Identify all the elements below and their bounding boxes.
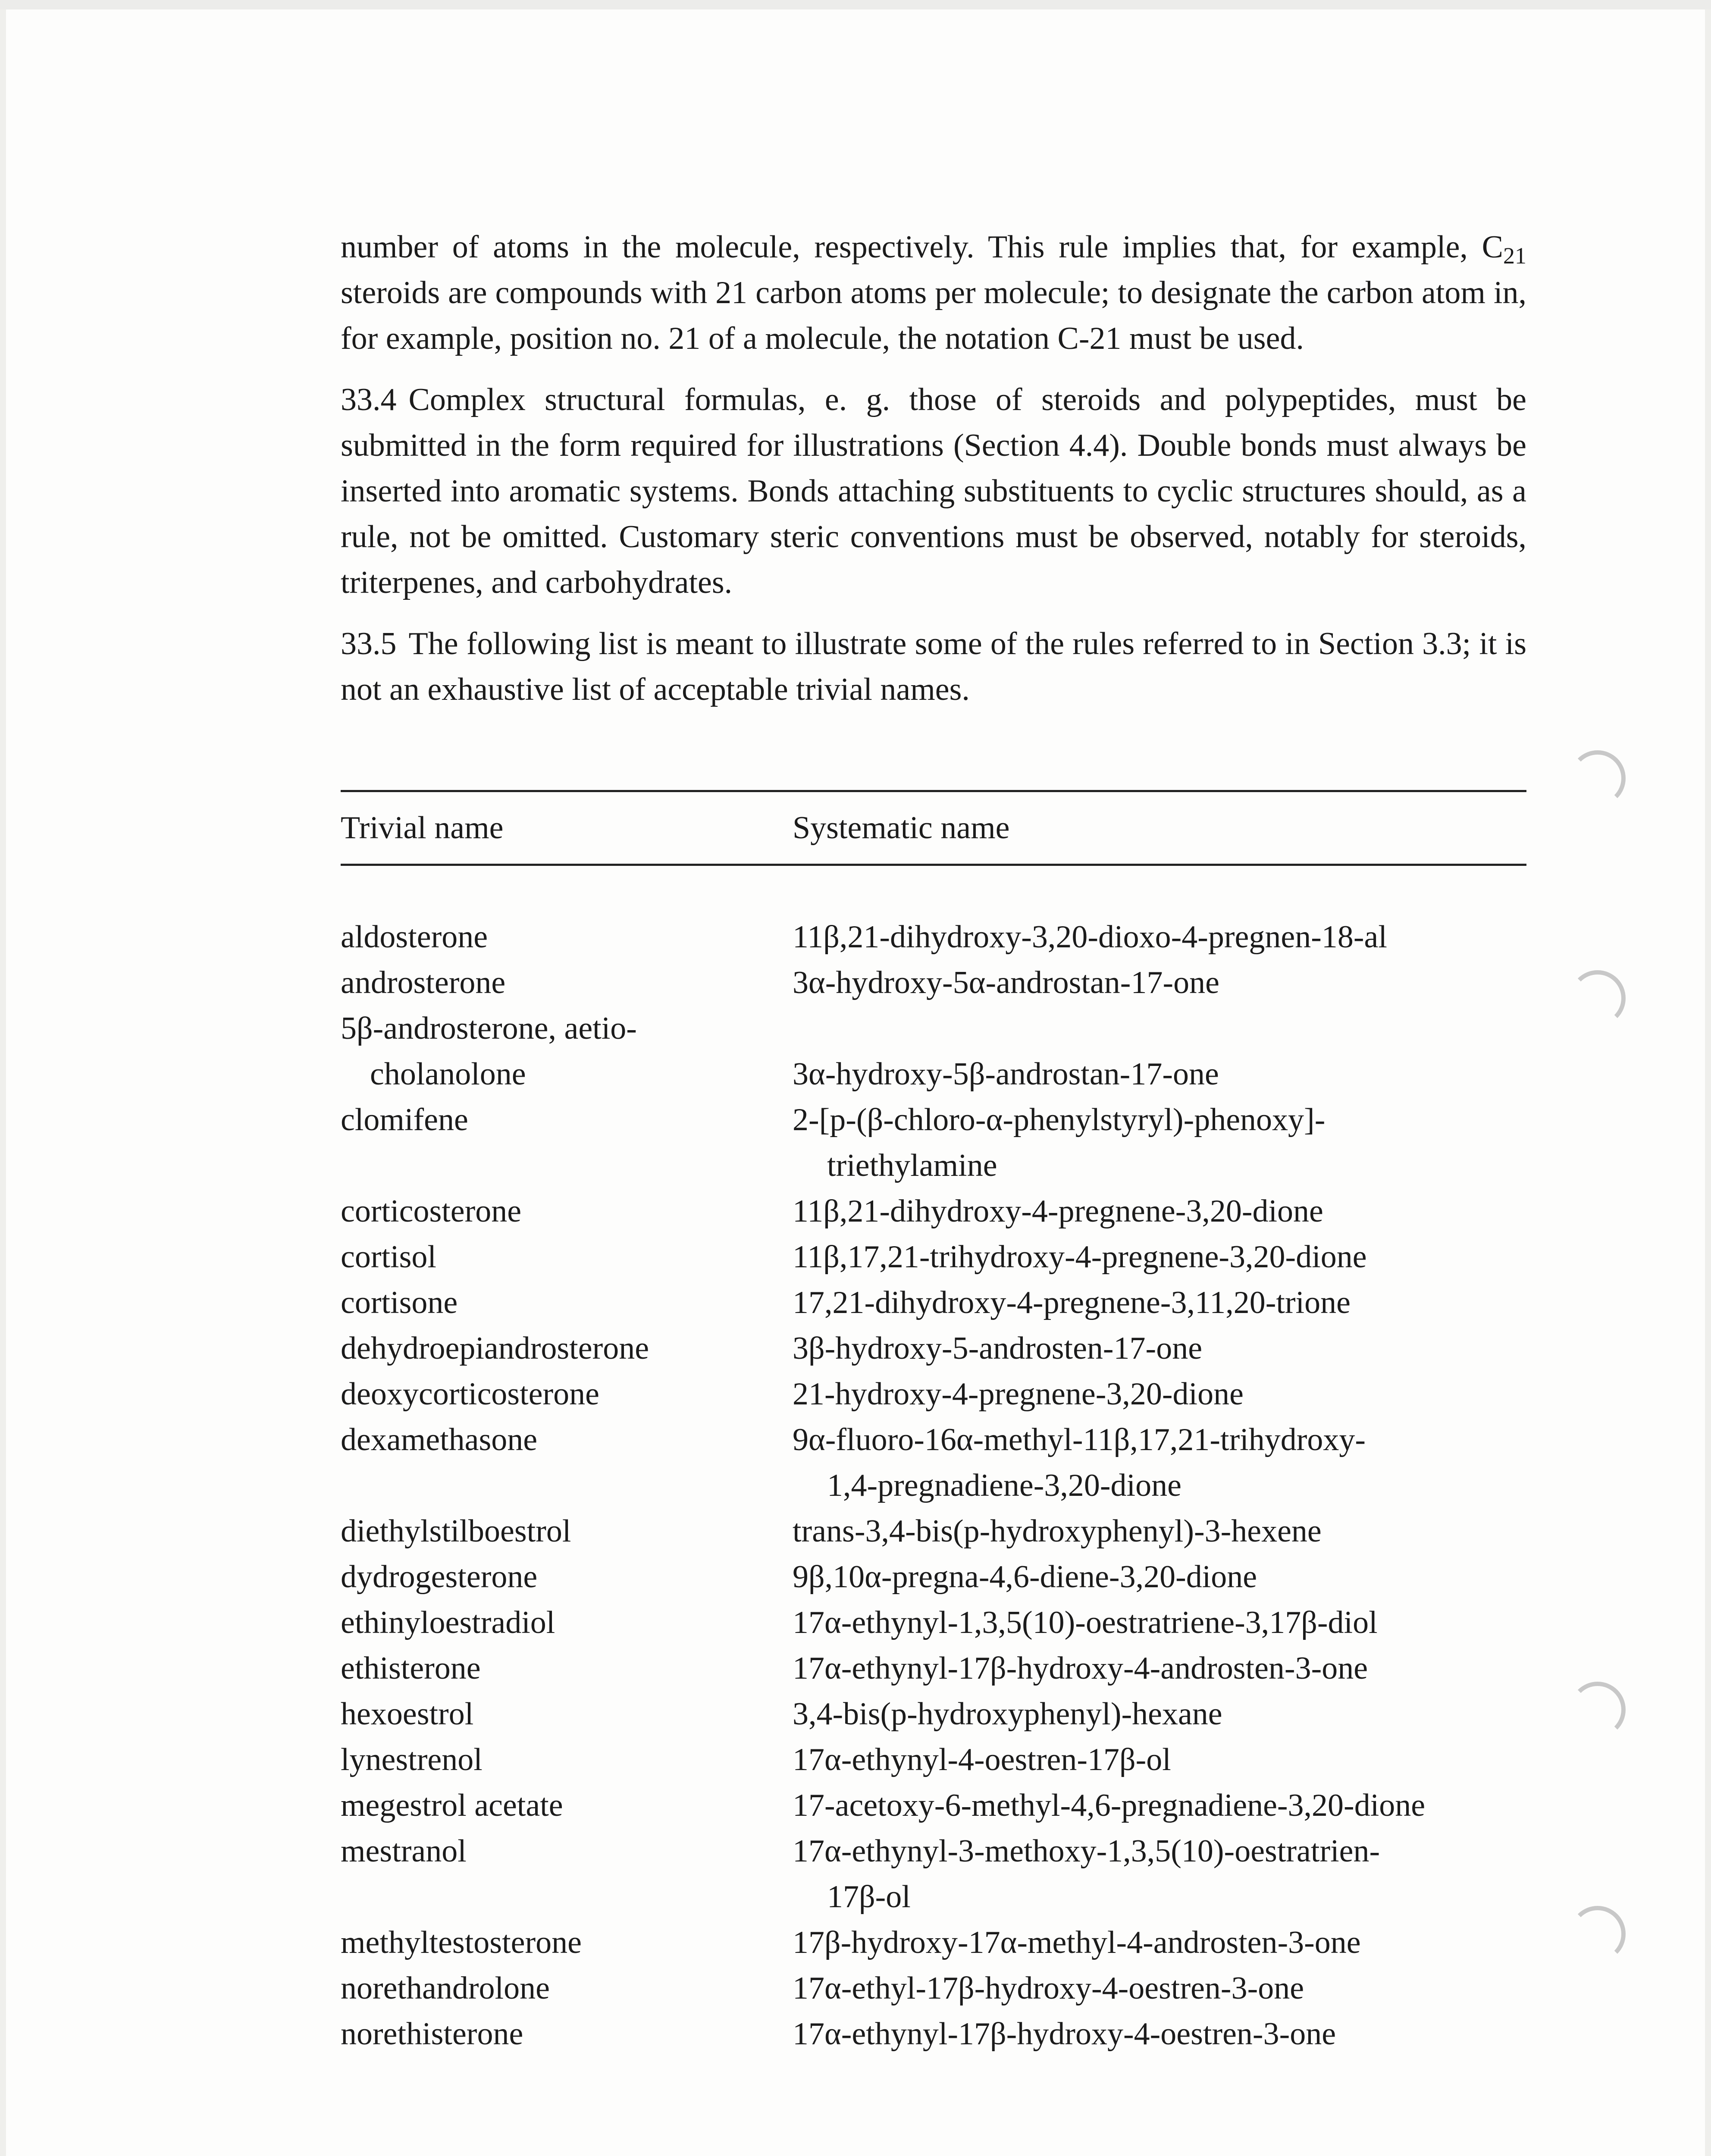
table-row	[341, 1737, 1526, 1783]
table-row	[341, 1280, 1526, 1326]
systematic-name: 21-hydroxy-4-pregnene-3,20-dione	[793, 1376, 1244, 1412]
systematic-name: 3β-hydroxy-5-androsten-17-one	[793, 1331, 1203, 1366]
trivial-name: dexamethasone	[341, 1422, 538, 1457]
systematic-name: 17α-ethynyl-4-oestren-17β-ol	[793, 1742, 1171, 1777]
systematic-name-continuation: triethylamine	[827, 1148, 997, 1183]
systematic-name: 9α-fluoro-16α-methyl-11β,17,21-trihydroxy-	[793, 1422, 1366, 1457]
paragraph-text: steroids are compounds with 21 carbon atoms per molecule; to designate the carbon atom in, for example, position no. 21 of a molecule, the notation C-21 must be used.	[341, 275, 1526, 356]
main-content	[341, 224, 1526, 2057]
trivial-name: ethisterone	[341, 1651, 481, 1686]
trivial-name-cell	[341, 2011, 793, 2057]
systematic-name-continuation: 17β-ol	[827, 1879, 911, 1915]
table-row	[341, 1600, 1526, 1645]
systematic-name-cell	[793, 1280, 1526, 1326]
trivial-name: aldosterone	[341, 919, 488, 955]
subscript: 21	[1503, 243, 1526, 269]
trivial-name-continuation: cholanolone	[370, 1056, 526, 1092]
trivial-name-cell	[341, 1280, 793, 1326]
punch-hole-mark	[1570, 1682, 1626, 1738]
trivial-name-cell	[341, 960, 793, 1006]
trivial-name: clomifene	[341, 1102, 468, 1138]
trivial-name-cell	[341, 1006, 793, 1097]
section-number: 33.5	[341, 626, 397, 661]
systematic-name-cell	[793, 1828, 1526, 1920]
trivial-name: ethinyloestradiol	[341, 1605, 555, 1640]
trivial-name: norethisterone	[341, 2016, 523, 2052]
trivial-name: cortisol	[341, 1239, 436, 1275]
table-row	[341, 865, 1526, 960]
trivial-name-cell	[341, 1828, 793, 1920]
systematic-name-continuation: 3α-hydroxy-5β-androstan-17-one	[793, 1056, 1219, 1092]
trivial-name-cell	[341, 1188, 793, 1234]
trivial-name-cell	[341, 1737, 793, 1783]
systematic-name: 17α-ethynyl-3-methoxy-1,3,5(10)-oestratrien-	[793, 1833, 1380, 1869]
trivial-name: cortisone	[341, 1285, 458, 1320]
table-row	[341, 1554, 1526, 1600]
systematic-name: 9β,10α-pregna-4,6-diene-3,20-dione	[793, 1559, 1257, 1595]
trivial-name-cell	[341, 1508, 793, 1554]
table-row	[341, 1965, 1526, 2011]
trivial-name-cell	[341, 1234, 793, 1280]
table-row	[341, 1508, 1526, 1554]
punch-hole-mark	[1570, 970, 1626, 1026]
trivial-name: deoxycorticosterone	[341, 1376, 599, 1412]
table-row	[341, 1234, 1526, 1280]
trivial-names-table	[341, 790, 1526, 2057]
table-header-row	[341, 791, 1526, 865]
table-row	[341, 1326, 1526, 1371]
systematic-name: 2-[p-(β-chloro-α-phenylstyryl)-phenoxy]-	[793, 1102, 1326, 1138]
table-row	[341, 1371, 1526, 1417]
systematic-name: 17α-ethyl-17β-hydroxy-4-oestren-3-one	[793, 1971, 1304, 2006]
table-row	[341, 960, 1526, 1006]
trivial-name-cell	[341, 1920, 793, 1965]
table-row	[341, 1417, 1526, 1508]
table-row	[341, 1783, 1526, 1828]
trivial-name: norethandrolone	[341, 1971, 550, 2006]
systematic-name-cell	[793, 2011, 1526, 2057]
paragraph-text: Complex structural formulas, e. g. those of steroids and polypeptides, must be submitted in the form required for illustrations (Section 4.4). Double bonds must always be inserted into aromatic systems. Bonds attaching substituents to cyclic structures should, as a rule, not be omitted. Customary steric conventions must be observed, notably for steroids, triterpenes, and carbohydrates.	[341, 382, 1526, 600]
systematic-name: 17β-hydroxy-17α-methyl-4-androsten-3-one	[793, 1925, 1361, 1960]
trivial-name-cell	[341, 1965, 793, 2011]
systematic-name-cell	[793, 1508, 1526, 1554]
paragraph-33-5	[341, 621, 1526, 712]
systematic-name: 17α-ethynyl-1,3,5(10)-oestratriene-3,17β-diol	[793, 1605, 1378, 1640]
trivial-name-cell	[341, 1783, 793, 1828]
systematic-name-cell	[793, 865, 1526, 960]
trivial-name: diethylstilboestrol	[341, 1514, 571, 1549]
trivial-name-cell	[341, 1097, 793, 1188]
table-row	[341, 1920, 1526, 1965]
trivial-name: methyltestosterone	[341, 1925, 582, 1960]
systematic-name-cell	[793, 1783, 1526, 1828]
systematic-name-cell	[793, 1645, 1526, 1691]
table-row	[341, 1188, 1526, 1234]
punch-hole-mark	[1570, 750, 1626, 806]
table-row	[341, 1097, 1526, 1188]
section-number: 33.4	[341, 382, 397, 417]
table-row	[341, 1645, 1526, 1691]
trivial-name: 5β-androsterone, aetio-	[341, 1011, 637, 1046]
systematic-name: 3,4-bis(p-hydroxyphenyl)-hexane	[793, 1696, 1222, 1732]
trivial-name-cell	[341, 865, 793, 960]
trivial-name-cell	[341, 1326, 793, 1371]
trivial-name: dydrogesterone	[341, 1559, 538, 1595]
systematic-name-cell	[793, 1554, 1526, 1600]
systematic-name: 3α-hydroxy-5α-androstan-17-one	[793, 965, 1219, 1000]
trivial-name: androsterone	[341, 965, 506, 1000]
systematic-name: 11β,21-dihydroxy-3,20-dioxo-4-pregnen-18-al	[793, 919, 1387, 955]
paragraph-33-4	[341, 377, 1526, 605]
systematic-name-cell	[793, 1326, 1526, 1371]
header-systematic-name: Systematic name	[793, 791, 1526, 865]
systematic-name-cell	[793, 1006, 1526, 1097]
systematic-name-cell	[793, 1417, 1526, 1508]
trivial-name: lynestrenol	[341, 1742, 483, 1777]
scan-edge-top	[0, 0, 1711, 9]
table-body	[341, 865, 1526, 2057]
systematic-name-cell	[793, 1234, 1526, 1280]
trivial-name: mestranol	[341, 1833, 467, 1869]
systematic-name: 17α-ethynyl-17β-hydroxy-4-oestren-3-one	[793, 2016, 1336, 2052]
trivial-name-cell	[341, 1691, 793, 1737]
punch-hole-mark	[1570, 1906, 1626, 1962]
trivial-name: megestrol acetate	[341, 1788, 563, 1823]
paragraph-text: The following list is meant to illustrate some of the rules referred to in Section 3.3; it is not an exhaustive list of acceptable trivial names.	[341, 626, 1526, 707]
table-row	[341, 1691, 1526, 1737]
systematic-name-cell	[793, 1920, 1526, 1965]
systematic-name-cell	[793, 1691, 1526, 1737]
systematic-name: 17α-ethynyl-17β-hydroxy-4-androsten-3-one	[793, 1651, 1368, 1686]
trivial-name-cell	[341, 1645, 793, 1691]
systematic-name-cell	[793, 1371, 1526, 1417]
trivial-name: hexoestrol	[341, 1696, 474, 1732]
systematic-name-cell	[793, 1737, 1526, 1783]
systematic-name-cell	[793, 1097, 1526, 1188]
table-row	[341, 2011, 1526, 2057]
systematic-name: 17,21-dihydroxy-4-pregnene-3,11,20-trione	[793, 1285, 1351, 1320]
systematic-name: 17-acetoxy-6-methyl-4,6-pregnadiene-3,20-dione	[793, 1788, 1426, 1823]
systematic-name-cell	[793, 960, 1526, 1006]
systematic-name-cell	[793, 1965, 1526, 2011]
systematic-name	[793, 1006, 1526, 1051]
trivial-name-cell	[341, 1417, 793, 1508]
header-trivial-name: Trivial name	[341, 791, 793, 865]
systematic-name: trans-3,4-bis(p-hydroxyphenyl)-3-hexene	[793, 1514, 1322, 1549]
table-row	[341, 1828, 1526, 1920]
systematic-name-cell	[793, 1188, 1526, 1234]
systematic-name: 11β,21-dihydroxy-4-pregnene-3,20-dione	[793, 1194, 1323, 1229]
trivial-name-cell	[341, 1554, 793, 1600]
systematic-name-continuation: 1,4-pregnadiene-3,20-dione	[827, 1468, 1181, 1503]
paragraph-intro	[341, 224, 1526, 361]
systematic-name: 11β,17,21-trihydroxy-4-pregnene-3,20-dione	[793, 1239, 1367, 1275]
paragraph-text: number of atoms in the molecule, respectively. This rule implies that, for example, C	[341, 229, 1503, 265]
trivial-name-cell	[341, 1371, 793, 1417]
table-row	[341, 1006, 1526, 1097]
trivial-name-cell	[341, 1600, 793, 1645]
systematic-name-cell	[793, 1600, 1526, 1645]
trivial-name: corticosterone	[341, 1194, 522, 1229]
trivial-name: dehydroepiandrosterone	[341, 1331, 649, 1366]
